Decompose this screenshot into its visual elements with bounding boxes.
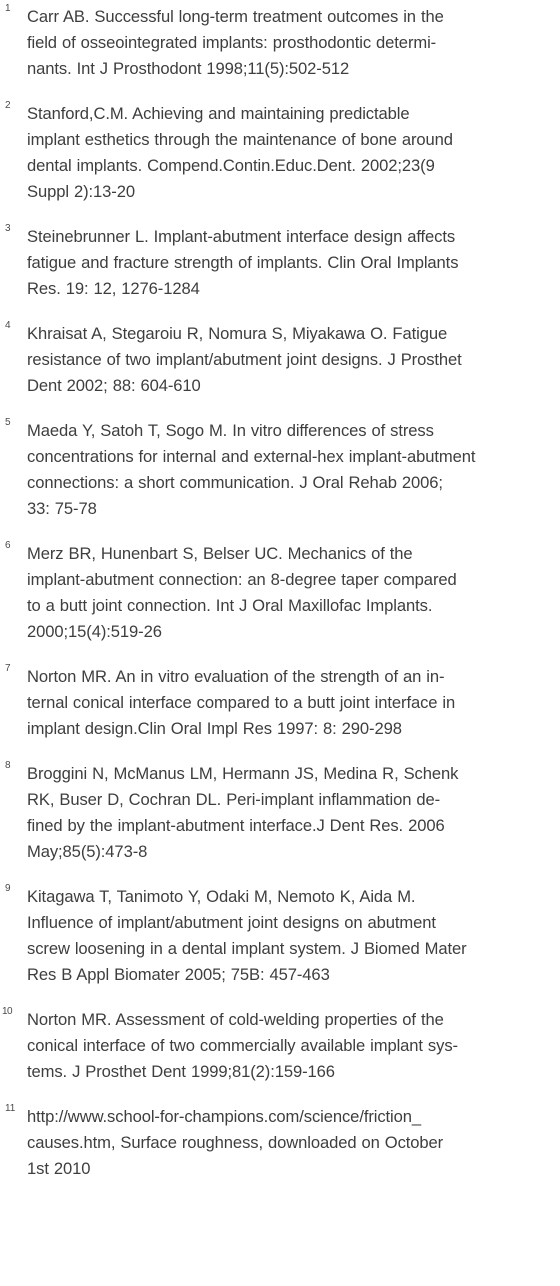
reference-number: 7 — [5, 663, 11, 674]
reference-text-line: tems. J Prosthet Dent 1999;81(2):159-166 — [27, 1062, 335, 1081]
reference-text-line: fined by the implant-abutment interface.J Dent Res. 2006 — [27, 816, 445, 835]
reference-text-line: Stanford,C.M. Achieving and maintaining predictable — [27, 104, 410, 123]
reference-text-line: May;85(5):473-8 — [27, 842, 148, 861]
reference-number: 3 — [5, 223, 11, 234]
reference-item — [5, 418, 557, 522]
reference-text-line: conical interface of two commercially available implant sys- — [27, 1036, 458, 1055]
reference-text-line: concentrations for internal and external-hex implant-abutment — [27, 447, 476, 466]
reference-item — [5, 224, 557, 302]
reference-text-line: fatigue and fracture strength of implants. Clin Oral Implants — [27, 253, 459, 272]
reference-item — [2, 1006, 557, 1085]
reference-text-line: Merz BR, Hunenbart S, Belser UC. Mechanics of the — [27, 544, 413, 563]
reference-item — [5, 664, 557, 742]
reference-number: 11 — [5, 1103, 16, 1114]
reference-text-line: dental implants. Compend.Contin.Educ.Dent. 2002;23(9 — [27, 156, 435, 175]
reference-text-line: Kitagawa T, Tanimoto Y, Odaki M, Nemoto K, Aida M. — [27, 887, 416, 906]
reference-item — [5, 101, 557, 205]
reference-item — [5, 321, 557, 399]
reference-number: 1 — [5, 3, 11, 14]
reference-text-line: screw loosening in a dental implant system. J Biomed Mater — [27, 939, 467, 958]
reference-text-line: field of osseointegrated implants: prosthodontic determi- — [27, 33, 437, 52]
reference-text-line: Suppl 2):13-20 — [27, 182, 135, 201]
reference-text-line: Broggini N, McManus LM, Hermann JS, Medina R, Schenk — [27, 764, 459, 783]
reference-text-line: 1st 2010 — [27, 1159, 91, 1178]
reference-number: 8 — [5, 760, 11, 771]
reference-text-line: ternal conical interface compared to a butt joint interface in — [27, 693, 456, 712]
reference-text-line: Res B Appl Biomater 2005; 75B: 457-463 — [27, 965, 330, 984]
reference-number: 10 — [2, 1006, 13, 1017]
reference-text-line: Carr AB. Successful long-term treatment outcomes in the — [27, 7, 444, 26]
reference-text-line: nants. Int J Prosthodont 1998;11(5):502-512 — [27, 59, 350, 78]
reference-item — [5, 541, 557, 645]
reference-text-line: to a butt joint connection. Int J Oral Maxillofac Implants. — [27, 596, 433, 615]
reference-text-line: implant esthetics through the maintenance of bone around — [27, 130, 453, 149]
reference-text-line: connections: a short communication. J Oral Rehab 2006; — [27, 473, 443, 492]
reference-text-line: Influence of implant/abutment joint designs on abutment — [27, 913, 436, 932]
reference-text-line: Maeda Y, Satoh T, Sogo M. In vitro differences of stress — [27, 421, 434, 440]
reference-link-line[interactable]: http://www.school-for-champions.com/science/friction_ — [27, 1107, 422, 1126]
reference-number: 2 — [5, 100, 11, 111]
reference-text-line: Res. 19: 12, 1276-1284 — [27, 279, 200, 298]
reference-item — [5, 884, 557, 988]
reference-text-line: implant design.Clin Oral Impl Res 1997: 8: 290-298 — [27, 719, 402, 738]
reference-text-line: resistance of two implant/abutment joint designs. J Prosthet — [27, 350, 462, 369]
reference-number: 6 — [5, 540, 11, 551]
reference-item — [5, 4, 557, 82]
reference-text-line: implant-abutment connection: an 8-degree taper compared — [27, 570, 457, 589]
reference-text-line: RK, Buser D, Cochran DL. Peri-implant inflammation de- — [27, 790, 441, 809]
reference-item — [5, 1104, 557, 1182]
reference-text-line: Dent 2002; 88: 604-610 — [27, 376, 201, 395]
reference-number: 9 — [5, 883, 11, 894]
reference-text-line: Steinebrunner L. Implant-abutment interface design affects — [27, 227, 456, 246]
reference-text-line: Norton MR. An in vitro evaluation of the strength of an in- — [27, 667, 445, 686]
reference-text-line: causes.htm, Surface roughness, downloaded on October — [27, 1133, 444, 1152]
reference-number: 4 — [5, 320, 11, 331]
reference-text-line: Norton MR. Assessment of cold-welding properties of the — [27, 1010, 444, 1029]
reference-text-line: 2000;15(4):519-26 — [27, 622, 162, 641]
reference-item — [5, 761, 557, 865]
reference-text-line: Khraisat A, Stegaroiu R, Nomura S, Miyakawa O. Fatigue — [27, 324, 448, 343]
reference-list — [2, 3, 557, 1201]
reference-number: 5 — [5, 417, 11, 428]
reference-text-line: 33: 75-78 — [27, 499, 97, 518]
